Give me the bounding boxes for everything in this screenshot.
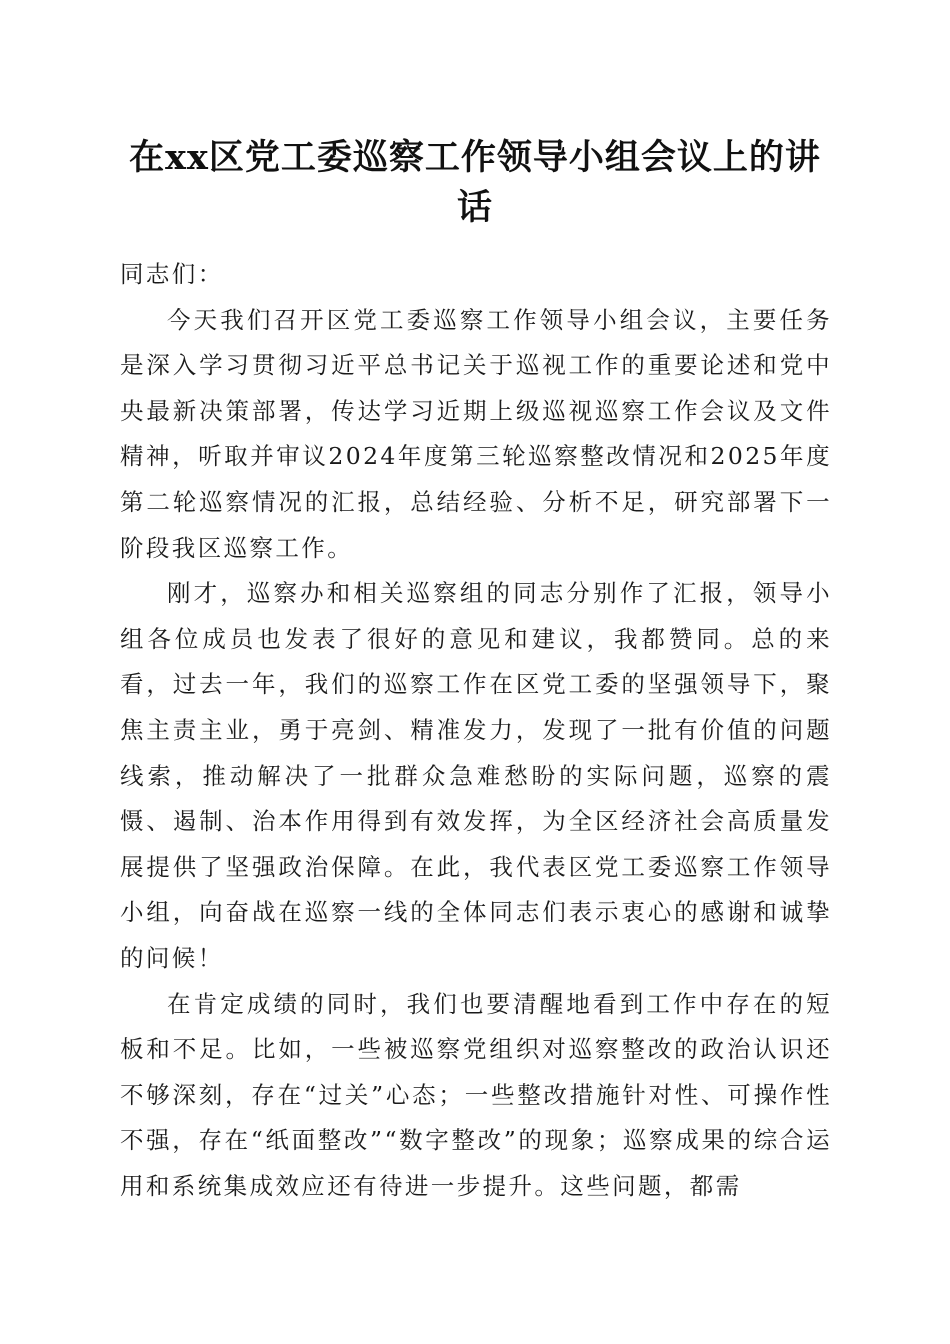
salutation: 同志们：: [120, 260, 224, 288]
paragraph-3: 在肯定成绩的同时，我们也要清醒地看到工作中存在的短板和不足。比如，一些被巡察党组织对巡察整改的政治认识还不够深刻，存在“过关”心态；一些整改措施针对性、可操作性不强，存在“纸面整改”“数字整改”的现象；巡察成果的综合运用和系统集成效应还有待进一步提升。这些问题，都需: [120, 989, 832, 1200]
document-body: [120, 252, 832, 1209]
paragraph-2: 刚才，巡察办和相关巡察组的同志分别作了汇报，领导小组各位成员也发表了很好的意见和建议，我都赞同。总的来看，过去一年，我们的巡察工作在区党工委的坚强领导下，聚焦主责主业，勇于亮剑、精准发力，发现了一批有价值的问题线索，推动解决了一批群众急难愁盼的实际问题，巡察的震慑、遏制、治本作用得到有效发挥，为全区经济社会高质量发展提供了坚强政治保障。在此，我代表区党工委巡察工作领导小组，向奋战在巡察一线的全体同志们表示衷心的感谢和诚挚的问候！: [120, 579, 832, 972]
document-title: 在xx区党工委巡察工作领导小组会议上的讲话: [129, 137, 821, 228]
paragraph-1: 今天我们召开区党工委巡察工作领导小组会议，主要任务是深入学习贯彻习近平总书记关于巡视工作的重要论述和党中央最新决策部署，传达学习近期上级巡视巡察工作会议及文件精神，听取并审议2024年度第三轮巡察整改情况和2025年度第二轮巡察情况的汇报，总结经验、分析不足，研究部署下一阶段我区巡察工作。: [120, 305, 832, 562]
